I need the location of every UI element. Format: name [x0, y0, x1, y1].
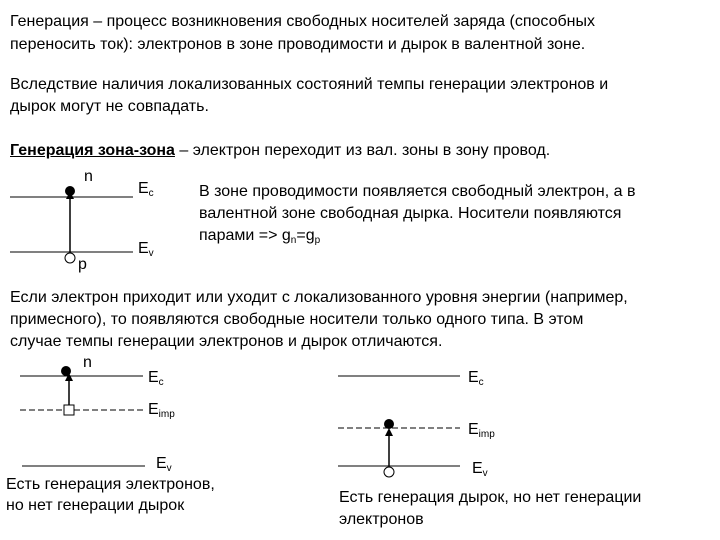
d3-electron-dot — [384, 419, 394, 429]
d1-hole-circle — [65, 253, 75, 263]
para-impurity-line2: примесного), то появляются свободные носители только одного типа. В этом — [10, 311, 584, 328]
d2-impurity-state — [64, 405, 74, 415]
d3-label-ec: $E_c$ — [468, 369, 484, 388]
d3-label-eimp: $E_{imp}$ — [468, 421, 495, 440]
d1-label-n: n — [84, 168, 93, 185]
para-impurity-line1: Если электрон приходит или уходит с локализованного уровня энергии (например, — [10, 289, 628, 306]
d2-caption-line2: но нет генерации дырок — [6, 497, 185, 514]
d1-label-ev: $E_v$ — [138, 240, 154, 259]
d2-electron-dot — [61, 366, 71, 376]
d3-label-ev: $E_v$ — [472, 460, 488, 479]
d2-label-n: n — [83, 354, 92, 371]
para-localized-line1: Вследствие наличия локализованных состояний темпы генерации электронов и — [10, 76, 609, 93]
d2-label-ec: $E_c$ — [148, 369, 164, 388]
d1-electron-dot — [65, 186, 75, 196]
d2-label-eimp: $E_{imp}$ — [148, 401, 175, 420]
band-band-text: – электрон переходит из вал. зоны в зону провод. — [174, 142, 551, 159]
d2-label-ev: $E_v$ — [156, 455, 172, 474]
band-band-title: Генерация зона-зона — [10, 142, 175, 159]
d2-caption-line1: Есть генерация электронов, — [6, 476, 215, 493]
d3-caption-line2: электронов — [339, 511, 424, 528]
d3-hole-circle — [384, 467, 394, 477]
d1-description-line3: парами => $g_n=g_p$ — [199, 227, 321, 246]
para-impurity-line3: случае темпы генерации электронов и дырок отличаются. — [10, 333, 443, 350]
d1-label-ec: $E_c$ — [138, 180, 154, 199]
d1-description-line2: валентной зоне свободная дырка. Носители появляются — [199, 205, 622, 222]
para-generation-line2: переносить ток): электронов в зоне проводимости и дырок в валентной зоне. — [10, 36, 586, 53]
d1-label-p: p — [78, 256, 87, 273]
d1-description-line1: В зоне проводимости появляется свободный электрон, а в — [199, 183, 636, 200]
d3-caption-line1: Есть генерация дырок, но нет генерации — [339, 489, 642, 506]
para-generation-line1: Генерация – процесс возникновения свободных носителей заряда (способных — [10, 13, 595, 30]
para-localized-line2: дырок могут не совпадать. — [10, 98, 209, 115]
